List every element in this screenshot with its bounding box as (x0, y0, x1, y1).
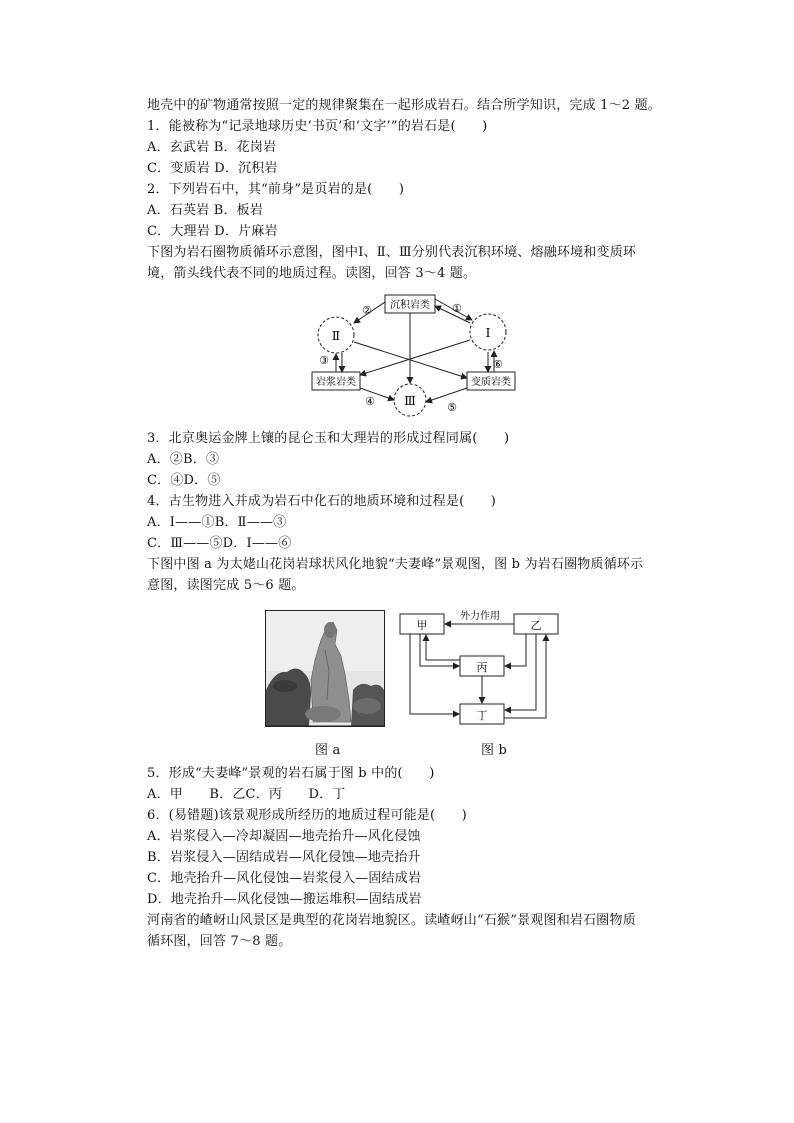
question-5-options: A．甲 B．乙C．丙 D．丁 (147, 787, 346, 802)
figure-b-caption: 图 b (481, 743, 508, 758)
question-6-option-c: C．地壳抬升—风化侵蚀—岩浆侵入—固结成岩 (147, 871, 422, 886)
landscape-photo (265, 610, 385, 727)
sedimentary-label: 沉积岩类 (390, 300, 430, 311)
label-ding: 丁 (476, 709, 488, 722)
intro-4-line-1: 河南省的嵖岈山风景区是典型的花岗岩地貌区。读嵖岈山“石猴”景观图和岩石圈物质 (147, 913, 636, 928)
question-3-options-cd: C．④D．⑤ (147, 473, 221, 488)
intro-3-line-2: 意图，读图完成 5～6 题。 (147, 578, 305, 593)
question-6: 6．(易错题)该景观形成所经历的地质过程可能是( ) (147, 808, 467, 823)
question-1-options-cd: C．变质岩 D．沉积岩 (147, 161, 278, 176)
process-3-label: ③ (319, 354, 329, 367)
rock-cycle-diagram (300, 290, 530, 420)
question-4: 4．古生物进入并成为岩石中化石的地质环境和过程是( ) (147, 494, 497, 509)
intro-3-line-1: 下图中图 a 为太姥山花岗岩球状风化地貌“夫妻峰”景观图，图 b 为岩石圈物质循环示 (147, 557, 644, 572)
intro-2-line-2: 境，箭头线代表不同的地质过程。读图，回答 3～4 题。 (147, 266, 477, 281)
intro-2-line-1: 下图为岩石圈物质循环示意图，图中Ⅰ、Ⅱ、Ⅲ分别代表沉积环境、熔融环境和变质环 (147, 245, 637, 260)
question-1: 1．能被称为“记录地球历史‘书页’和‘文字’”的岩石是( ) (147, 119, 488, 134)
question-4-options-ab: A．Ⅰ——①B．Ⅱ——③ (147, 515, 287, 530)
process-1-label: ① (452, 302, 462, 315)
question-2: 2．下列岩石中，其“前身”是页岩的是( ) (147, 182, 405, 197)
question-3-options-ab: A．②B．③ (147, 452, 220, 467)
question-2-options-cd: C．大理岩 D．片麻岩 (147, 224, 278, 239)
process-6-label: ⑥ (493, 358, 503, 371)
intro-4-line-2: 循环图，回答 7～8 题。 (147, 934, 292, 949)
question-4-options-cd: C．Ⅲ——⑤D．Ⅰ——⑥ (147, 536, 292, 551)
question-6-option-b: B．岩浆侵入—固结成岩—风化侵蚀—地壳抬升 (147, 850, 421, 865)
process-4-label: ④ (365, 395, 375, 408)
process-5-label: ⑤ (447, 401, 457, 414)
intro-1: 地壳中的矿物通常按照一定的规律聚集在一起形成岩石。结合所学知识，完成 1～2 题。 (147, 98, 662, 113)
rock-cycle-diagram-b (396, 608, 561, 728)
label-bing: 丙 (476, 661, 488, 674)
process-2-label: ② (362, 304, 372, 317)
env-2-label: Ⅱ (331, 329, 341, 343)
magmatic-label: 岩浆岩类 (316, 377, 356, 388)
label-external-force: 外力作用 (460, 611, 500, 622)
question-6-option-d: D．地壳抬升—风化侵蚀—搬运堆积—固结成岩 (147, 892, 422, 907)
env-3-label: Ⅲ (404, 394, 416, 408)
label-jia: 甲 (416, 619, 428, 632)
question-1-options-ab: A．玄武岩 B．花岗岩 (147, 140, 277, 155)
figure-a-caption: 图 a (315, 743, 341, 758)
question-3: 3．北京奥运金牌上镶的昆仑玉和大理岩的形成过程同属( ) (147, 431, 510, 446)
question-6-option-a: A．岩浆侵入—冷却凝固—地壳抬升—风化侵蚀 (147, 829, 421, 844)
question-5: 5．形成“夫妻峰”景观的岩石属于图 b 中的( ) (147, 766, 435, 781)
label-yi: 乙 (530, 619, 542, 632)
metamorphic-label: 变质岩类 (471, 377, 511, 388)
question-2-options-ab: A．石英岩 B．板岩 (147, 203, 264, 218)
env-1-label: Ⅰ (485, 326, 491, 340)
